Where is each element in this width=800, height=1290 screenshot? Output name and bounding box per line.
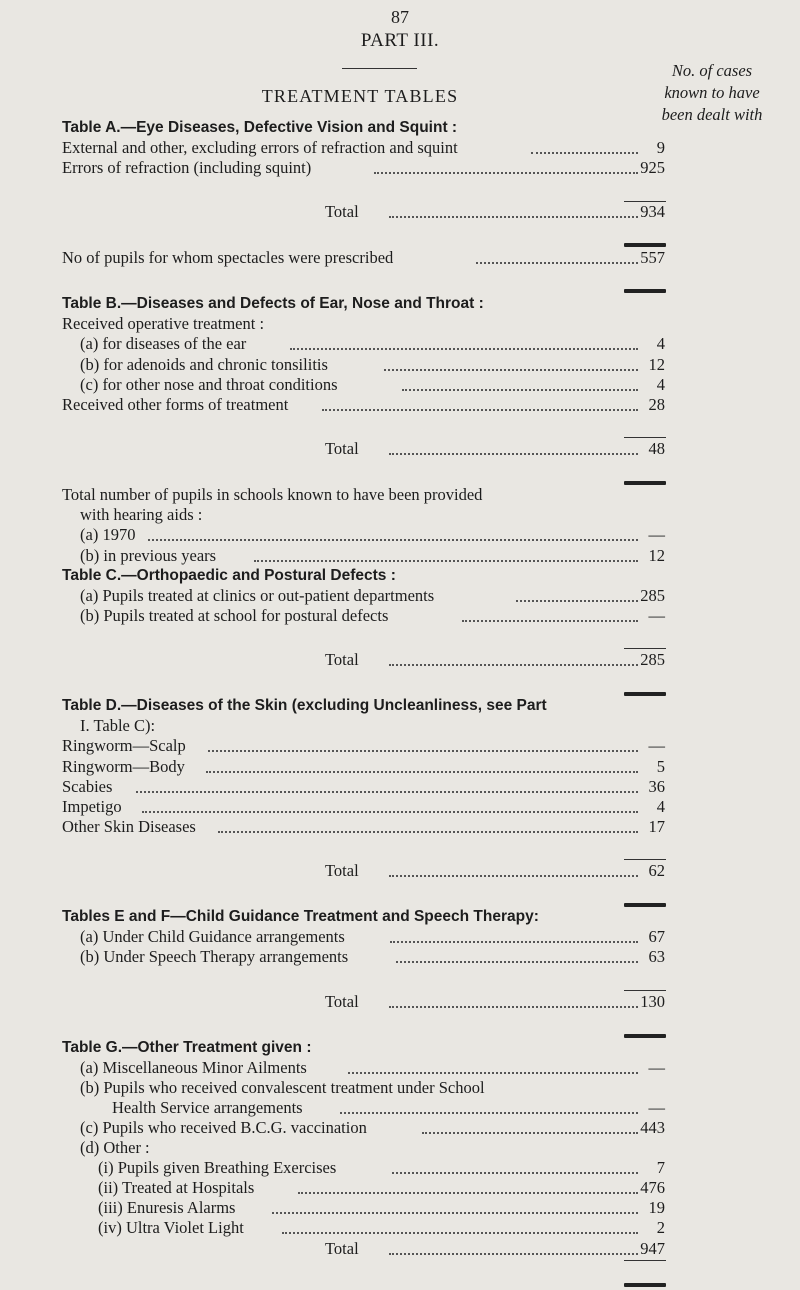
table-row bbox=[0, 200, 800, 224]
column-heading-line-2: known to have bbox=[664, 83, 760, 102]
row-label: Table C.—Orthopaedic and Postural Defects : bbox=[62, 567, 396, 584]
table-row bbox=[0, 1237, 800, 1261]
table-row bbox=[0, 393, 800, 417]
row-label: (a) Pupils treated at clinics or out-patient departments bbox=[80, 586, 435, 605]
table-row bbox=[0, 246, 800, 270]
row-label: Total bbox=[325, 992, 359, 1011]
row-label: (b) in previous years bbox=[80, 546, 217, 565]
row-value: 17 bbox=[648, 817, 665, 836]
row-value: 62 bbox=[648, 861, 665, 880]
total-rule bbox=[624, 437, 666, 438]
row-label: Total bbox=[325, 202, 359, 221]
row-label: (d) Other : bbox=[80, 1138, 150, 1157]
row-value: 285 bbox=[640, 586, 665, 605]
row-label: No of pupils for whom spectacles were prescribed bbox=[62, 248, 394, 267]
row-value: 48 bbox=[648, 439, 665, 458]
row-label: Total bbox=[325, 1239, 359, 1258]
row-label: (b) Pupils treated at school for postural defects bbox=[80, 606, 389, 625]
row-label: Scabies bbox=[62, 777, 113, 796]
row-label: Table A.—Eye Diseases, Defective Vision and Squint : bbox=[62, 119, 458, 136]
row-label: (iii) Enuresis Alarms bbox=[98, 1198, 236, 1217]
row-value: 4 bbox=[656, 334, 665, 353]
row-value: 443 bbox=[640, 1118, 665, 1137]
row-value: 2 bbox=[656, 1218, 665, 1237]
table-row bbox=[0, 156, 800, 180]
total-double-rule bbox=[624, 903, 666, 907]
total-double-rule bbox=[624, 1034, 666, 1038]
row-label: Total number of pupils in schools known to have been provided bbox=[62, 485, 483, 504]
row-label: (b) Under Speech Therapy arrangements bbox=[80, 947, 349, 966]
row-value: 63 bbox=[648, 947, 665, 966]
row-label: Ringworm—Scalp bbox=[62, 736, 186, 755]
table-row bbox=[0, 945, 800, 969]
row-label: (a) Under Child Guidance arrangements bbox=[80, 927, 345, 946]
table-row bbox=[0, 648, 800, 672]
row-value: 925 bbox=[640, 158, 665, 177]
row-label: (c) for other nose and throat conditions bbox=[80, 375, 338, 394]
total-double-rule bbox=[624, 692, 666, 696]
row-label: External and other, excluding errors of refraction and squint bbox=[62, 138, 458, 157]
total-rule bbox=[624, 1260, 666, 1261]
row-value: 19 bbox=[648, 1198, 665, 1217]
row-value: 4 bbox=[656, 797, 665, 816]
row-label: Ringworm—Body bbox=[62, 757, 185, 776]
row-value: 285 bbox=[640, 650, 665, 669]
row-value: 476 bbox=[640, 1178, 665, 1197]
section-heading: TREATMENT TABLES bbox=[261, 86, 459, 106]
total-double-rule bbox=[624, 289, 666, 293]
total-double-rule bbox=[624, 481, 666, 485]
row-label: Total bbox=[325, 861, 359, 880]
page-number: 87 bbox=[391, 7, 409, 27]
column-heading-line-1: No. of cases bbox=[671, 61, 753, 80]
row-label: Other Skin Diseases bbox=[62, 817, 196, 836]
part-heading: PART III. bbox=[360, 30, 440, 51]
table-row bbox=[0, 859, 800, 883]
row-value: 5 bbox=[656, 757, 665, 776]
total-rule bbox=[624, 990, 666, 991]
table-row bbox=[0, 815, 800, 839]
row-label: Total bbox=[325, 650, 359, 669]
row-label: Table B.—Diseases and Defects of Ear, Nose and Throat : bbox=[62, 295, 484, 312]
row-value: 130 bbox=[640, 992, 665, 1011]
row-value: 7 bbox=[656, 1158, 665, 1177]
row-value: 36 bbox=[648, 777, 665, 796]
row-label: (c) Pupils who received B.C.G. vaccination bbox=[80, 1118, 367, 1137]
row-label: (b) Pupils who received convalescent treatment under School bbox=[80, 1078, 485, 1097]
row-label: (iv) Ultra Violet Light bbox=[98, 1218, 244, 1237]
total-double-rule bbox=[624, 1283, 666, 1287]
total-rule bbox=[624, 201, 666, 202]
total-rule bbox=[624, 859, 666, 860]
part-rule bbox=[342, 68, 417, 69]
row-label: (i) Pupils given Breathing Exercises bbox=[98, 1158, 337, 1177]
row-label: Table G.—Other Treatment given : bbox=[62, 1039, 312, 1056]
table-row bbox=[0, 604, 800, 628]
row-label: Errors of refraction (including squint) bbox=[62, 158, 312, 177]
table-row bbox=[0, 990, 800, 1014]
row-label: (b) for adenoids and chronic tonsilitis bbox=[80, 355, 328, 374]
row-label: Impetigo bbox=[62, 797, 122, 816]
column-heading-line-3: been dealt with bbox=[661, 105, 763, 124]
row-label: Received operative treatment : bbox=[62, 314, 265, 333]
row-value: — bbox=[648, 525, 665, 544]
row-value: — bbox=[648, 1098, 665, 1117]
row-label: (ii) Treated at Hospitals bbox=[98, 1178, 255, 1197]
row-label: (a) 1970 bbox=[80, 525, 136, 544]
row-label: (a) for diseases of the ear bbox=[80, 334, 247, 353]
row-label: Total bbox=[325, 439, 359, 458]
row-label: I. Table C): bbox=[80, 716, 156, 735]
row-label: Tables E and F—Child Guidance Treatment and Speech Therapy: bbox=[62, 908, 539, 925]
row-value: 557 bbox=[640, 248, 665, 267]
total-double-rule bbox=[624, 243, 666, 247]
row-value: 4 bbox=[656, 375, 665, 394]
row-label: Health Service arrangements bbox=[112, 1098, 303, 1117]
row-value: — bbox=[648, 736, 665, 755]
total-rule bbox=[624, 648, 666, 649]
row-value: 9 bbox=[656, 138, 665, 157]
row-value: 12 bbox=[648, 355, 665, 374]
row-label: Received other forms of treatment bbox=[62, 395, 289, 414]
row-value: 12 bbox=[648, 546, 665, 565]
row-value: 934 bbox=[640, 202, 665, 221]
row-value: 28 bbox=[648, 395, 665, 414]
row-value: 947 bbox=[640, 1239, 665, 1258]
row-value: 67 bbox=[648, 927, 665, 946]
row-label: (a) Miscellaneous Minor Ailments bbox=[80, 1058, 307, 1077]
row-label: Table D.—Diseases of the Skin (excluding Uncleanliness, see Part bbox=[62, 697, 547, 714]
row-label: with hearing aids : bbox=[80, 505, 203, 524]
row-value: — bbox=[648, 606, 665, 625]
table-row bbox=[0, 437, 800, 461]
row-value: — bbox=[648, 1058, 665, 1077]
